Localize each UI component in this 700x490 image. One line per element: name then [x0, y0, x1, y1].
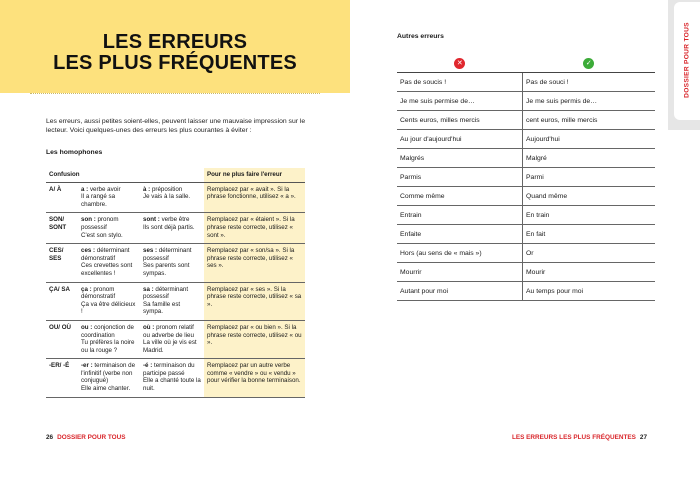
table-row: [397, 92, 655, 111]
definition-2-term: ses :: [143, 247, 158, 255]
table-row: [397, 244, 655, 263]
wrong-form: Enfaite: [397, 225, 523, 244]
wrong-form: Hors (au sens de « mais »): [397, 244, 523, 263]
page-title: [0, 32, 350, 74]
example-1: Elle aime chanter.: [81, 385, 131, 393]
example-2: Ils sont déjà partis.: [143, 223, 195, 231]
header-confusion: Confusion: [46, 168, 204, 182]
definition-2-text: pronom relatif ou adverbe de lieu: [143, 323, 194, 339]
definition-1: [78, 320, 140, 358]
homophones-table: [46, 168, 305, 398]
definition-2-text: terminaison du participe passé: [143, 362, 195, 377]
correct-form: Mourir: [523, 263, 656, 282]
definition-2-term: à :: [143, 185, 151, 193]
footer-right: [512, 434, 647, 441]
table-row: [397, 206, 655, 225]
rule-tip: Remplacez par « étaient ». Si la phrase reste correcte, utilisez « sont ».: [204, 213, 305, 244]
definition-1-text: pronom possessif: [81, 216, 119, 231]
correct-form: Malgré: [523, 149, 656, 168]
definition-2-term: sa :: [143, 285, 154, 293]
table-row: [46, 244, 305, 282]
example-1: Ça va être délicieux !: [81, 300, 136, 316]
definition-1-text: terminaison de l'infinitif (verbe non conjugué): [81, 362, 136, 385]
definition-2-text: déterminant possessif: [143, 285, 189, 301]
correct-form: Au temps pour moi: [523, 282, 656, 301]
definition-1: [78, 359, 140, 397]
definition-2-term: sont :: [143, 216, 160, 224]
correct-form: Quand même: [523, 187, 656, 206]
homophone-pair: SON/ SONT: [46, 213, 78, 244]
definition-2: [140, 213, 204, 244]
table-row: [397, 187, 655, 206]
definition-2-term: où :: [143, 323, 155, 331]
definition-1-text: pronom démonstratif: [81, 285, 116, 301]
table-row: [397, 168, 655, 187]
example-2: Ses parents sont sympas.: [143, 262, 190, 277]
homophones-body: [46, 182, 305, 397]
definition-1-term: ça :: [81, 285, 92, 293]
correct-form: Je me suis permis de…: [523, 92, 656, 111]
footer-left: [46, 434, 126, 441]
page-number: 27: [639, 434, 647, 441]
homophone-pair: -ER/ -É: [46, 359, 78, 397]
definition-1: [78, 182, 140, 213]
definition-2-term: -é :: [143, 362, 153, 370]
homophone-pair: OU/ OÙ: [46, 320, 78, 358]
wrong-form: Malgrés: [397, 149, 523, 168]
correct-form: Parmi: [523, 168, 656, 187]
example-1: Il a rangé sa chambre.: [81, 193, 116, 208]
definition-1: [78, 244, 140, 282]
section-heading-autres: Autres erreurs: [397, 33, 444, 40]
definition-1-text: déterminant démonstratif: [81, 247, 130, 262]
correct-form: Pas de souci !: [523, 73, 656, 92]
wrong-form: Mourrir: [397, 263, 523, 282]
definition-1: [78, 213, 140, 244]
correct-form: Or: [523, 244, 656, 263]
correct-form: Aujourd'hui: [523, 130, 656, 149]
definition-1: [78, 282, 140, 320]
title-line-1: LES ERREURS: [102, 31, 248, 53]
table-row: [46, 282, 305, 320]
definition-2: [140, 359, 204, 397]
check-icon: ✓: [583, 58, 594, 69]
definition-1-text: conjonction de coordination: [81, 323, 134, 339]
header-wrong: [397, 54, 523, 73]
table-header-row: [46, 168, 305, 182]
wrong-form: Je me suis permise de…: [397, 92, 523, 111]
definition-1-term: ces :: [81, 247, 96, 255]
homophone-pair: CES/ SES: [46, 244, 78, 282]
footer-title: DOSSIER POUR TOUS: [57, 434, 126, 441]
side-tab-label: DOSSIER POUR TOUS: [683, 22, 691, 98]
errors-body: [397, 73, 655, 301]
table-row: [397, 225, 655, 244]
correct-form: En fait: [523, 225, 656, 244]
homophone-pair: ÇA/ SA: [46, 282, 78, 320]
definition-2-text: préposition: [150, 185, 183, 193]
table-row: [46, 182, 305, 213]
definition-1-term: ou :: [81, 323, 93, 331]
table-row: [397, 149, 655, 168]
table-row: [46, 320, 305, 358]
definition-1-term: -er :: [81, 362, 93, 370]
table-row: [397, 263, 655, 282]
intro-paragraph: Les erreurs, aussi petites soient-elles, peuvent laisser une mauvaise impression sur le lecteur. Voici quelques-unes des erreurs les plus courantes à éviter :: [46, 118, 306, 135]
example-2: Je vais à la salle.: [143, 193, 191, 201]
wrong-form: Entrain: [397, 206, 523, 225]
definition-2: [140, 182, 204, 213]
wrong-form: Comme même: [397, 187, 523, 206]
table-row: [46, 213, 305, 244]
rule-tip: Remplacez par « ou bien ». Si la phrase reste correcte, utilisez « ou ».: [204, 320, 305, 358]
dotted-divider: [30, 93, 320, 94]
definition-1-text: verbe avoir: [88, 185, 121, 193]
header-right: [523, 54, 656, 73]
example-2: Elle a chanté toute la nuit.: [143, 377, 201, 393]
rule-tip: Remplacez par « avait ». Si la phrase fonctionne, utilisez « a ».: [204, 182, 305, 213]
wrong-form: Cents euros, milles mercis: [397, 111, 523, 130]
table-row: [397, 130, 655, 149]
table-row: [397, 111, 655, 130]
example-1: Tu préfères la noire ou la rouge ?: [81, 339, 135, 354]
title-line-2: LES PLUS FRÉQUENTES: [53, 52, 297, 74]
correct-form: cent euros, mille mercis: [523, 111, 656, 130]
example-1: Ces crevettes sont excellentes !: [81, 262, 133, 277]
rule-tip: Remplacez par « ses ». Si la phrase reste correcte, utilisez « sa ».: [204, 282, 305, 320]
table-row: [397, 282, 655, 301]
example-2: La ville où je vis est Madrid.: [143, 339, 197, 354]
rule-tip: Remplacez par « son/sa ». Si la phrase reste correcte, utilisez « ses ».: [204, 244, 305, 282]
correct-form: En train: [523, 206, 656, 225]
footer-title: LES ERREURS LES PLUS FRÉQUENTES: [511, 434, 636, 441]
example-1: C'est son stylo.: [81, 231, 123, 239]
definition-2: [140, 282, 204, 320]
table-row: [46, 359, 305, 397]
wrong-form: Pas de soucis !: [397, 73, 523, 92]
errors-table: [397, 54, 655, 301]
definition-2: [140, 320, 204, 358]
errors-header-row: [397, 54, 655, 73]
rule-tip: Remplacez par un autre verbe comme « vendre » ou « vendu » pour vérifier la bonne terminaison.: [204, 359, 305, 397]
definition-2-text: verbe être: [159, 216, 190, 224]
header-rule: Pour ne plus faire l'erreur: [204, 168, 305, 182]
cross-icon: ✕: [454, 58, 465, 69]
example-2: Sa famille est sympa.: [143, 300, 181, 316]
definition-1-term: a :: [81, 185, 89, 193]
table-row: [397, 73, 655, 92]
definition-2: [140, 244, 204, 282]
page-number: 26: [46, 434, 54, 441]
wrong-form: Au jour d'aujourd'hui: [397, 130, 523, 149]
homophone-pair: A/ À: [46, 182, 78, 213]
wrong-form: Parmis: [397, 168, 523, 187]
definition-1-term: son :: [81, 216, 96, 224]
definition-2-text: déterminant possessif: [143, 247, 192, 262]
wrong-form: Autant pour moi: [397, 282, 523, 301]
section-heading-homophones: Les homophones: [46, 149, 103, 156]
